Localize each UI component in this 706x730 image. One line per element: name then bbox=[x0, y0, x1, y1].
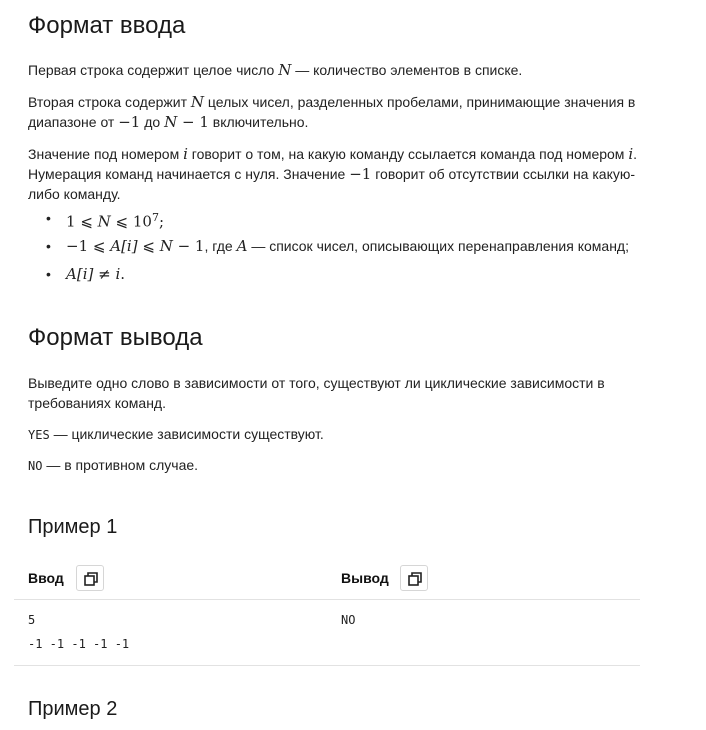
example-1-output-line-1: NO bbox=[341, 613, 356, 627]
input-format-paragraph-3: Значение под номером i говорит о том, на какую команду ссылается команда под номером i. Нумерация команд начинается с нуля. Значение −1 говорит об отсутствии ссылки на какую- либо команду. bbox=[28, 145, 638, 202]
output-format-paragraph-1: Выведите одно слово в зависимости от того, существуют ли циклические зависимости в требованиях команд. bbox=[28, 375, 605, 411]
list-item: • A[i] ≠ i. bbox=[46, 261, 629, 289]
example-1-title: Пример 1 bbox=[28, 516, 118, 538]
output-format-heading: Формат вывода bbox=[28, 324, 203, 351]
example-body-divider bbox=[14, 665, 640, 666]
copy-input-button[interactable] bbox=[76, 565, 104, 591]
input-format-paragraph-1: Первая строка содержит целое число N — количество элементов в списке. bbox=[28, 61, 523, 79]
copy-icon bbox=[408, 572, 422, 586]
example-1-input-line-1: 5 bbox=[28, 613, 36, 627]
example-header-divider bbox=[14, 599, 640, 600]
example-2-title: Пример 2 bbox=[28, 698, 118, 720]
copy-icon bbox=[84, 572, 98, 586]
example-1-input-line-2: -1 -1 -1 -1 -1 bbox=[28, 637, 130, 651]
copy-output-button[interactable] bbox=[400, 565, 428, 591]
output-label: Вывод bbox=[341, 570, 389, 586]
input-format-paragraph-2: Вторая строка содержит N целых чисел, разделенных пробелами, принимающие значения в диапазоне от −1 до N − 1 включительно. bbox=[28, 93, 636, 131]
constraints-list bbox=[46, 205, 629, 289]
output-format-no: NO — в противном случае. bbox=[28, 457, 199, 473]
example-1-header bbox=[28, 565, 640, 599]
output-format-yes: YES — циклические зависимости существуют. bbox=[28, 426, 324, 442]
input-label: Ввод bbox=[28, 570, 64, 586]
input-format-heading: Формат ввода bbox=[28, 12, 186, 39]
list-item: • −1 ⩽ A[i] ⩽ N − 1, где A — список чисел, описывающих перенаправления команд; bbox=[46, 233, 629, 261]
list-item: • 1 ⩽ N ⩽ $10^7$; bbox=[46, 205, 629, 233]
